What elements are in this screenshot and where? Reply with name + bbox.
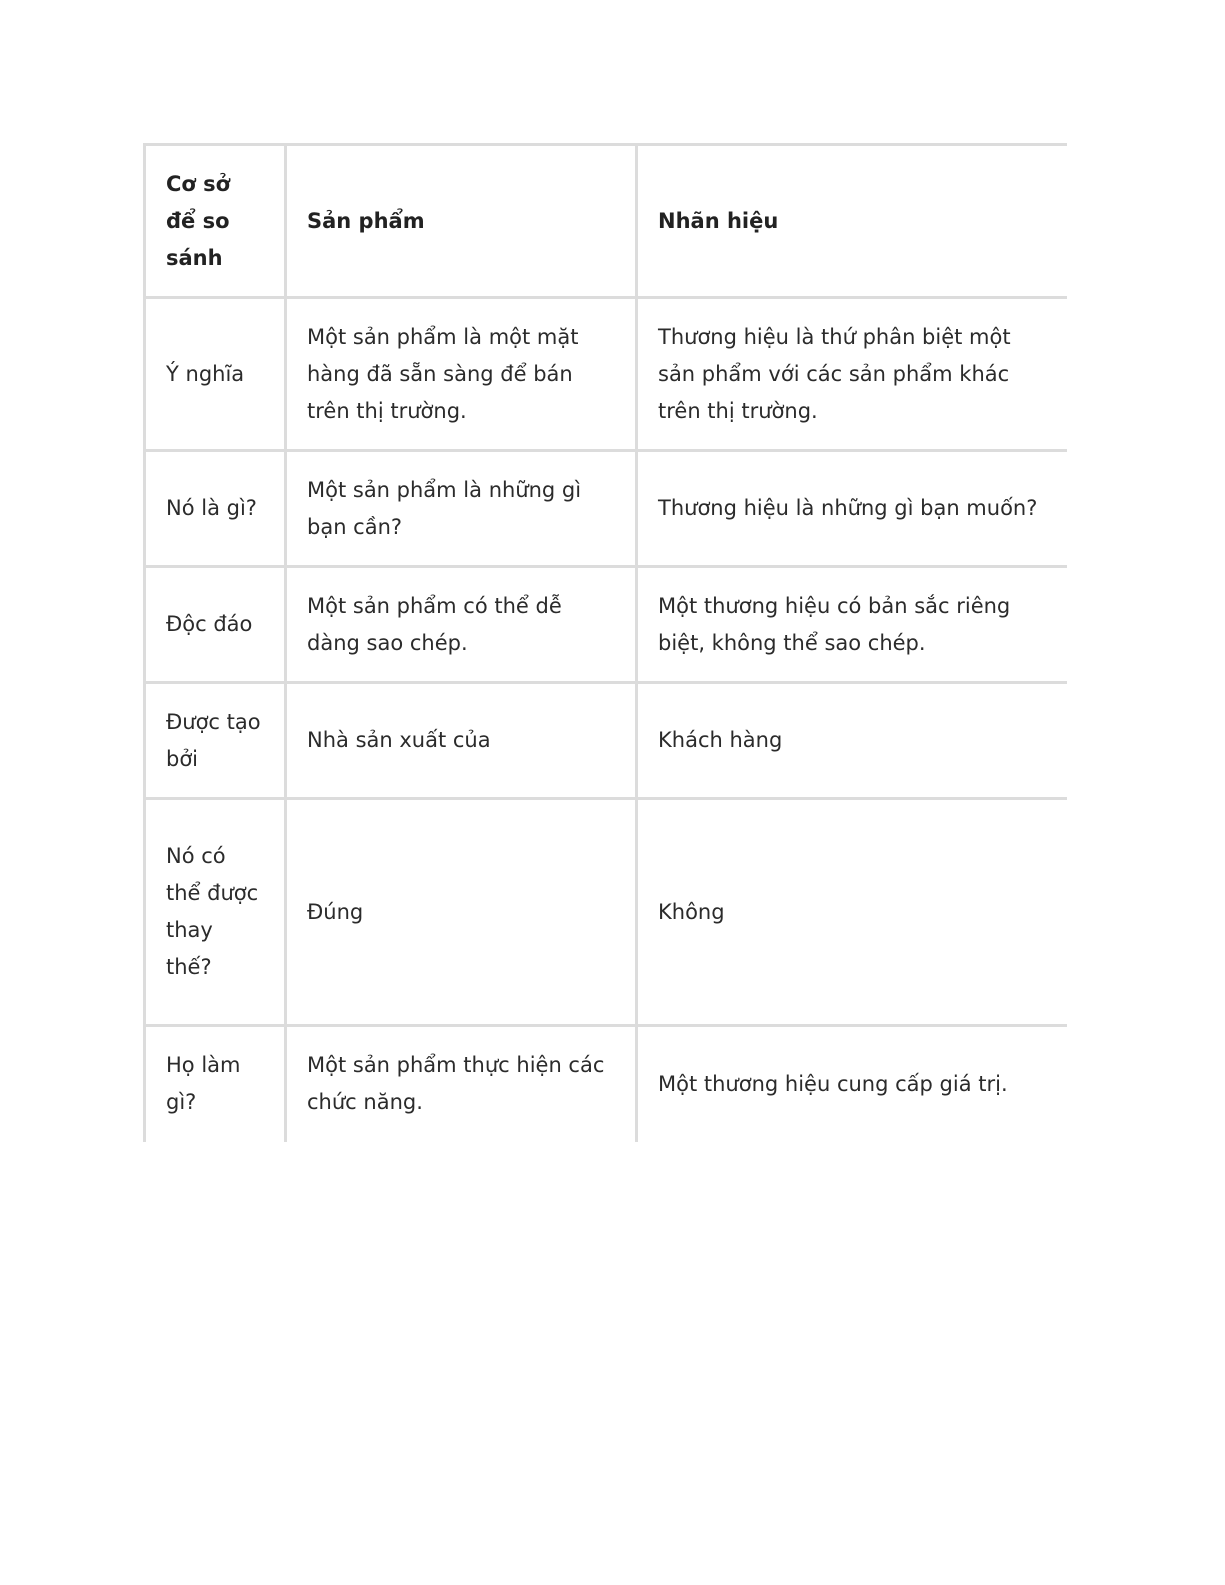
header-brand: Nhãn hiệu [637, 145, 1068, 298]
table-row [145, 451, 1068, 567]
brand-cell: Thương hiệu là những gì bạn muốn? [637, 451, 1068, 567]
brand-cell: Thương hiệu là thứ phân biệt một sản phẩm với các sản phẩm khác trên thị trường. [637, 298, 1068, 451]
product-cell: Một sản phẩm có thể dễ dàng sao chép. [286, 567, 637, 683]
row-label: Ý nghĩa [145, 298, 286, 451]
product-cell: Nhà sản xuất của [286, 683, 637, 799]
product-cell: Một sản phẩm là một mặt hàng đã sẵn sàng để bán trên thị trường. [286, 298, 637, 451]
header-basis: Cơ sở để so sánh [145, 145, 286, 298]
table-row [145, 683, 1068, 799]
brand-cell: Không [637, 799, 1068, 1026]
table-row [145, 298, 1068, 451]
comparison-table [143, 143, 1067, 1142]
row-label: Được tạo bởi [145, 683, 286, 799]
brand-cell: Khách hàng [637, 683, 1068, 799]
header-product: Sản phẩm [286, 145, 637, 298]
comparison-table-container [143, 143, 1067, 1143]
row-label: Độc đáo [145, 567, 286, 683]
brand-cell: Một thương hiệu cung cấp giá trị. [637, 1026, 1068, 1142]
product-cell: Một sản phẩm là những gì bạn cần? [286, 451, 637, 567]
product-cell: Một sản phẩm thực hiện các chức năng. [286, 1026, 637, 1142]
row-label: Họ làm gì? [145, 1026, 286, 1142]
table-row [145, 799, 1068, 1026]
row-label: Nó là gì? [145, 451, 286, 567]
product-cell: Đúng [286, 799, 637, 1026]
table-header-row [145, 145, 1068, 298]
row-label: Nó có thể được thay thế? [145, 799, 286, 1026]
table-row [145, 1026, 1068, 1142]
brand-cell: Một thương hiệu có bản sắc riêng biệt, không thể sao chép. [637, 567, 1068, 683]
table-row [145, 567, 1068, 683]
